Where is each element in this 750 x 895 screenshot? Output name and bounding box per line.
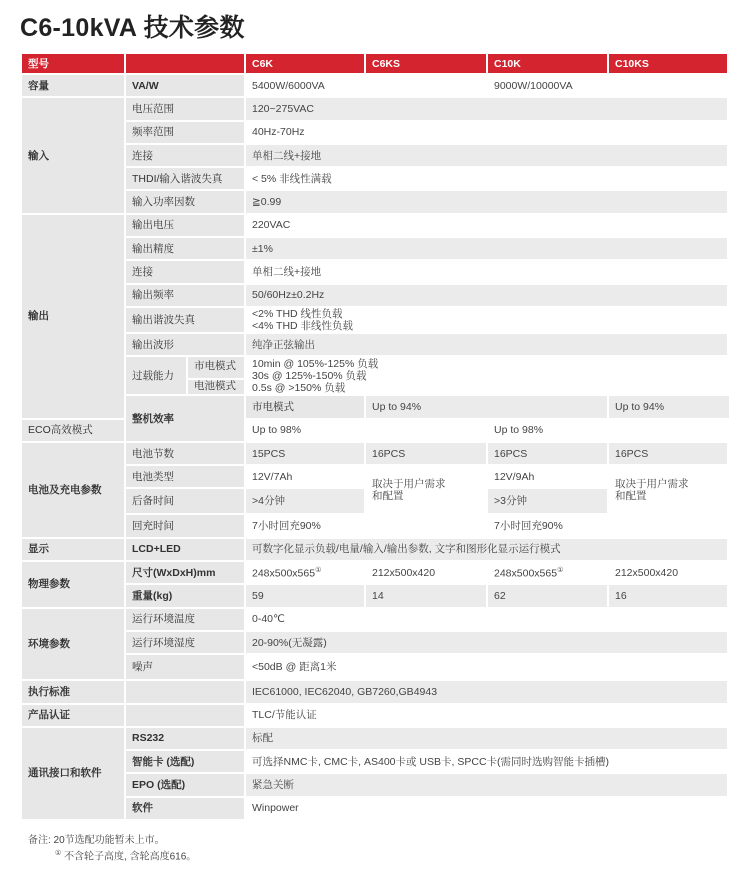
size-c10k-text: 248x500x565 xyxy=(494,567,558,580)
value-battery-count-c6ks: 16PCS xyxy=(366,443,486,464)
table-row xyxy=(22,357,729,394)
table-row xyxy=(22,632,729,653)
header-c10k: C10K xyxy=(488,54,607,73)
table-row xyxy=(22,98,729,119)
value-output-freq: 50/60Hz±0.2Hz xyxy=(246,285,727,306)
value-output-wave: 纯净正弦输出 xyxy=(246,334,727,355)
table-row xyxy=(22,285,729,306)
table-row xyxy=(22,145,729,166)
overload-battery-mode: 电池模式 xyxy=(188,378,244,392)
value-weight-c10ks: 16 xyxy=(609,585,727,606)
param-vaw: VA/W xyxy=(126,75,244,96)
value-battery-recharge-c10: 7小时回充90% xyxy=(488,515,727,536)
value-size-c10ks: 212x500x420 xyxy=(609,562,727,583)
overload-line2: 30s @ 125%-150% 负载 xyxy=(252,369,367,382)
table-row xyxy=(22,562,729,583)
param-battery-recharge: 回充时间 xyxy=(126,515,244,536)
param-env-humidity: 运行环境湿度 xyxy=(126,632,244,653)
value-eff-eco-c10: Up to 98% xyxy=(488,420,727,441)
param-output-wave: 输出波形 xyxy=(126,334,244,355)
param-input-voltage: 电压范围 xyxy=(126,98,244,119)
value-size-c10k xyxy=(488,562,607,583)
custom-line2: 和配置 xyxy=(372,489,404,502)
value-eff-mains-c10: Up to 94% xyxy=(609,396,729,417)
param-battery-type: 电池类型 xyxy=(126,466,244,487)
category-physical: 物理参数 xyxy=(22,562,124,607)
table-row xyxy=(22,215,729,236)
value-battery-count-c10ks: 16PCS xyxy=(609,443,727,464)
category-capacity: 容量 xyxy=(22,75,124,96)
value-eff-eco-c6: Up to 98% xyxy=(246,420,486,441)
table-row xyxy=(22,515,729,536)
param-output-precision: 输出精度 xyxy=(126,238,244,259)
value-output-voltage: 220VAC xyxy=(246,215,727,236)
overload-mains-mode: 市电模式 xyxy=(194,360,236,373)
param-display: LCD+LED xyxy=(126,539,244,560)
param-input-thdi: THDI/输入谐波失真 xyxy=(126,168,244,189)
value-input-pf: ≧0.99 xyxy=(246,191,727,212)
param-output-voltage: 输出电压 xyxy=(126,215,244,236)
overload-line1: 10min @ 105%-125% 负载 xyxy=(252,357,379,370)
header-c6ks: C6KS xyxy=(366,54,486,73)
table-row xyxy=(22,334,729,355)
footnote-mark: ① xyxy=(315,567,322,575)
value-weight-c6ks: 14 xyxy=(366,585,486,606)
value-battery-type-c10k: 12V/9Ah xyxy=(488,466,607,487)
param-epo: EPO (选配) xyxy=(126,774,244,795)
output-thd-line2: <4% THD 非线性负载 xyxy=(252,319,354,332)
table-header-row xyxy=(22,54,729,73)
value-output-thd xyxy=(246,308,727,332)
custom-line1: 取决于用户需求 xyxy=(615,477,689,490)
table-row xyxy=(22,655,729,679)
value-env-humidity: 20-90%(无凝露) xyxy=(246,632,727,653)
value-input-freq: 40Hz-70Hz xyxy=(246,122,727,143)
spec-table xyxy=(20,52,731,821)
value-input-conn: 单相二线+接地 xyxy=(246,145,727,166)
table-row xyxy=(22,681,729,702)
footnote-mark: ① xyxy=(557,567,564,575)
value-software: Winpower xyxy=(246,798,727,819)
value-input-voltage: 120~275VAC xyxy=(246,98,727,119)
param-rs232: RS232 xyxy=(126,728,244,749)
param-battery-count: 电池节数 xyxy=(126,443,244,464)
category-efficiency: 整机效率 xyxy=(126,396,244,441)
value-battery-recharge-c6: 7小时回充90% xyxy=(246,515,486,536)
value-eff-mains-c6: Up to 94% xyxy=(366,396,607,417)
value-weight-c10k: 62 xyxy=(488,585,607,606)
param-battery-backup: 后备时间 xyxy=(126,489,244,513)
table-row xyxy=(22,774,729,795)
param-output-thd: 输出谐波失真 xyxy=(126,308,244,332)
value-capacity-c6: 5400W/6000VA xyxy=(246,75,486,96)
custom-line2: 和配置 xyxy=(615,489,647,502)
category-display: 显示 xyxy=(22,539,124,560)
header-model: 型号 xyxy=(22,54,124,73)
param-input-pf: 输入功率因数 xyxy=(126,191,244,212)
value-output-overload xyxy=(246,357,727,394)
table-row xyxy=(22,396,729,417)
page-title: C6-10kVA 技术参数 xyxy=(20,14,245,42)
table-row xyxy=(22,751,729,772)
value-env-noise: <50dB @ 距离1米 xyxy=(246,655,727,679)
category-cert: 产品认证 xyxy=(22,705,124,726)
param-software: 软件 xyxy=(126,798,244,819)
overload-label: 过载能力 xyxy=(132,369,174,382)
param-eff-eco: ECO高效模式 xyxy=(22,420,124,441)
footnote-mark: ① xyxy=(55,850,62,857)
table-row xyxy=(22,585,729,606)
custom-line1: 取决于用户需求 xyxy=(372,477,446,490)
footnote-line1: 备注: 20节选配功能暂未上市。 xyxy=(28,835,165,846)
table-row xyxy=(22,443,729,464)
table-row xyxy=(22,798,729,819)
value-cert: TLC/节能认证 xyxy=(246,705,727,726)
value-output-precision: ±1% xyxy=(246,238,727,259)
param-cert-empty xyxy=(126,705,244,726)
table-row xyxy=(22,539,729,560)
category-output: 输出 xyxy=(22,215,124,418)
value-battery-custom-c10ks xyxy=(609,466,727,513)
param-weight: 重量(kg) xyxy=(126,585,244,606)
value-battery-custom-c6ks xyxy=(366,466,486,513)
footnote-line2 xyxy=(28,847,196,863)
table-row xyxy=(22,705,729,726)
footnote-line2-text: 不含轮子高度, 含轮高度616。 xyxy=(64,851,197,863)
param-size: 尺寸(WxDxH)mm xyxy=(126,562,244,583)
size-c6k-text: 248x500x565 xyxy=(252,567,316,580)
param-env-noise: 噪声 xyxy=(126,655,244,679)
param-output-conn: 连接 xyxy=(126,261,244,282)
value-epo: 紧急关断 xyxy=(246,774,727,795)
table-row xyxy=(22,122,729,143)
param-input-freq: 频率范围 xyxy=(126,122,244,143)
value-display: 可数字化显示负载/电量/输入/输出参数, 文字和图形化显示运行模式 xyxy=(246,539,727,560)
param-input-conn: 连接 xyxy=(126,145,244,166)
footnotes xyxy=(28,834,196,863)
header-empty xyxy=(126,54,244,73)
header-c6k: C6K xyxy=(246,54,364,73)
value-env-temp: 0-40℃ xyxy=(246,609,727,630)
value-standard: IEC61000, IEC62040, GB7260,GB4943 xyxy=(246,681,727,702)
category-standard: 执行标准 xyxy=(22,681,124,702)
value-size-c6k xyxy=(246,562,364,583)
category-battery: 电池及充电参数 xyxy=(22,443,124,537)
category-environment: 环境参数 xyxy=(22,609,124,680)
category-input: 输入 xyxy=(22,98,124,212)
param-env-temp: 运行环境温度 xyxy=(126,609,244,630)
value-battery-backup-c6k: >4分钟 xyxy=(246,489,364,513)
table-row xyxy=(22,609,729,630)
table-row xyxy=(22,261,729,282)
table-row xyxy=(22,191,729,212)
table-row xyxy=(22,168,729,189)
table-row xyxy=(22,75,729,96)
value-output-conn: 单相二线+接地 xyxy=(246,261,727,282)
param-output-freq: 输出频率 xyxy=(126,285,244,306)
value-capacity-c10: 9000W/10000VA xyxy=(488,75,727,96)
value-input-thdi: < 5% 非线性满载 xyxy=(246,168,727,189)
value-rs232: 标配 xyxy=(246,728,727,749)
param-standard-empty xyxy=(126,681,244,702)
header-c10ks: C10KS xyxy=(609,54,727,73)
value-battery-count-c10k: 16PCS xyxy=(488,443,607,464)
param-output-overload xyxy=(126,357,244,394)
value-battery-type-c6k: 12V/7Ah xyxy=(246,466,364,487)
output-thd-line1: <2% THD 线性负载 xyxy=(252,307,343,320)
value-size-c6ks: 212x500x420 xyxy=(366,562,486,583)
table-row xyxy=(22,728,729,749)
table-row xyxy=(22,238,729,259)
value-smart-card: 可选择NMC卡, CMC卡, AS400卡或 USB卡, SPCC卡(需同时选购智能卡插槽) xyxy=(246,751,727,772)
value-battery-count-c6k: 15PCS xyxy=(246,443,364,464)
value-weight-c6k: 59 xyxy=(246,585,364,606)
value-battery-backup-c10k: >3分钟 xyxy=(488,489,607,513)
param-eff-mains: 市电模式 xyxy=(246,396,364,417)
overload-line3: 0.5s @ >150% 负载 xyxy=(252,381,346,394)
category-comm: 通讯接口和软件 xyxy=(22,728,124,819)
table-row xyxy=(22,308,729,332)
table-row xyxy=(22,466,729,487)
param-smart-card: 智能卡 (选配) xyxy=(126,751,244,772)
